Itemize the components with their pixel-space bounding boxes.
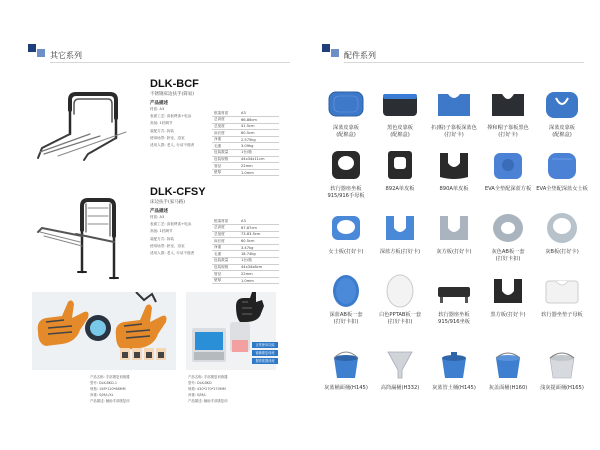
spec-key: 包装规格 — [212, 264, 239, 271]
spec-key: 总宽度 — [212, 123, 239, 130]
accessory-item — [428, 210, 480, 278]
product-name: DLK-CFSY — [150, 186, 206, 198]
description-line: 使用场景: 卧室、浴室 — [150, 135, 185, 140]
accessory-image — [380, 147, 420, 183]
accessory-item — [536, 346, 588, 414]
spec-value: 60.5cm — [239, 238, 279, 245]
accessory-item — [374, 86, 426, 154]
accessory-item — [536, 86, 588, 154]
accessory-label: 高筒漏桶(H332) — [380, 385, 420, 391]
spec-key: 总高度 — [212, 117, 239, 124]
hand-rehab-photo — [32, 292, 176, 370]
section-divider — [344, 62, 584, 63]
spec-value: 22mm — [239, 271, 279, 278]
accessory-item — [482, 273, 534, 341]
spec-value: 3.47kg — [239, 244, 279, 251]
spec-value: 66-86cm — [239, 117, 279, 124]
caption-line: 型号: DLK-BKD — [188, 381, 212, 385]
accessory-label: 深蓝方板(打好卡) — [379, 249, 421, 255]
description-title: 产品描述 — [150, 101, 168, 106]
accessory-item — [482, 346, 534, 414]
caption-line: 产品描述: 辅助手部康复训 — [188, 399, 228, 403]
accessory-item — [428, 346, 480, 414]
spec-row — [212, 225, 279, 232]
accessory-image — [434, 273, 474, 309]
accessory-label: 灰方板(打好卡) — [436, 249, 472, 255]
spec-row — [212, 264, 279, 271]
description-title: 产品描述 — [150, 209, 168, 214]
accessory-image — [542, 147, 582, 183]
description-line: 材质: A3 — [150, 215, 165, 219]
bed-rail-image — [32, 196, 144, 282]
spec-row — [212, 238, 279, 245]
accessory-item — [320, 210, 372, 278]
spec-value: 18.74kg — [239, 251, 279, 258]
accessory-label: 软行器座坐板 915/916坐板 — [438, 312, 470, 325]
spec-row — [212, 163, 279, 170]
accessory-item — [374, 210, 426, 278]
accessory-item — [482, 210, 534, 278]
accessory-label: EVA全垫配深蓝女士板 — [536, 186, 588, 192]
spec-key: 床长度 — [212, 238, 239, 245]
accessory-label: 890A单皮板 — [439, 186, 469, 192]
description-line: 适用人群: 老人, 行动不便者 — [150, 143, 195, 148]
spec-key: 毛重 — [212, 251, 239, 258]
spec-value: 2.575kg — [239, 136, 279, 143]
spec-key: 壁厚 — [212, 169, 239, 176]
spec-value: 44x34x8cm — [239, 264, 279, 271]
description-line: 表面工艺: 高低烤漆+电泳 — [150, 222, 192, 227]
spec-row — [212, 123, 279, 130]
spec-value: 3.09kg — [239, 143, 279, 150]
spec-value: 22mm — [239, 163, 279, 170]
spec-key: 毛重 — [212, 143, 239, 150]
product-subtitle: 不锈钢床边扶手(简易) — [150, 92, 195, 97]
accessory-label: 深蓝皮靠板 (配棉盒) — [549, 125, 575, 138]
spec-value: 1.0mm — [239, 277, 279, 284]
accessory-image — [542, 210, 582, 246]
caption-line: 产品描述: 辅助手部康复训 — [90, 399, 130, 403]
accessory-image — [542, 86, 582, 122]
accessory-item — [536, 210, 588, 278]
spec-key: 壁厚 — [212, 277, 239, 284]
accessory-image — [326, 147, 366, 183]
spec-row — [212, 130, 279, 137]
spec-table — [212, 110, 279, 176]
accessory-image — [434, 346, 474, 382]
accessory-item — [320, 147, 372, 215]
spec-row — [212, 150, 279, 157]
photo-caption — [90, 374, 130, 404]
accessory-label: 深蓝皮靠板 (配棉盒) — [333, 125, 359, 138]
accessory-item — [428, 86, 480, 154]
photo-caption — [188, 374, 228, 404]
accessory-image — [434, 210, 474, 246]
spec-key: 床长度 — [212, 130, 239, 137]
accessory-image — [326, 273, 366, 309]
spec-row — [212, 143, 279, 150]
description-line: 装配方式: 拆装 — [150, 236, 174, 241]
spec-value: A3 — [239, 110, 279, 117]
accessory-image — [380, 346, 420, 382]
spec-row — [212, 258, 279, 265]
caption-line: 净重: S/M/L — [188, 393, 207, 397]
accessory-image — [380, 273, 420, 309]
accessory-image — [488, 210, 528, 246]
feature-badge: 正常使用功能 — [252, 342, 278, 348]
accessory-label: 892A单皮板 — [385, 186, 415, 192]
spec-value: 1台/箱 — [239, 258, 279, 265]
caption-line: 规格: 430*270*270MM — [188, 387, 226, 391]
accessory-label: 软行器坐垫子母板 — [541, 312, 583, 318]
accessory-item — [374, 147, 426, 215]
spec-row — [212, 244, 279, 251]
accessory-image — [326, 210, 366, 246]
accessory-item — [374, 273, 426, 341]
spec-row — [212, 110, 279, 117]
caption-line: 产品名称: 手部康复训练器 — [188, 375, 228, 379]
spec-row — [212, 156, 279, 163]
description-line: 材质: A3 — [150, 107, 165, 111]
spec-value: 1台/箱 — [239, 150, 279, 157]
accessory-image — [380, 210, 420, 246]
description-line: 高低: 1档调节 — [150, 229, 173, 234]
header-square-icon — [322, 44, 330, 52]
accessory-image — [380, 86, 420, 122]
header-square-icon — [28, 44, 36, 52]
product-subtitle: 床边扶手(家马路) — [150, 200, 186, 205]
header-square-icon — [331, 49, 339, 57]
spec-key: 框架材质 — [212, 218, 239, 225]
spec-row — [212, 231, 279, 238]
spec-value: 73-83.5cm — [239, 231, 279, 238]
accessory-label: 浅灰提面桶(H165) — [540, 385, 584, 391]
spec-key: 净重 — [212, 244, 239, 251]
feature-badge: 握拳抓握训练 — [252, 358, 278, 364]
accessory-image — [434, 86, 474, 122]
header-square-icon — [37, 49, 45, 57]
section-divider — [50, 62, 290, 63]
accessory-label: 灰B板(打好卡) — [545, 249, 579, 255]
spec-key: 管径 — [212, 163, 239, 170]
spec-key: 管径 — [212, 271, 239, 278]
accessory-image — [488, 147, 528, 183]
spec-key: 包装数量 — [212, 258, 239, 265]
spec-key: 包装数量 — [212, 150, 239, 157]
accessory-image — [488, 86, 528, 122]
accessory-label: 扒(帽)子靠板深蓝色 (打好卡) — [431, 125, 477, 138]
product-name: DLK-BCF — [150, 78, 199, 90]
accessory-image — [488, 273, 528, 309]
accessory-item — [320, 86, 372, 154]
accessory-image — [542, 346, 582, 382]
accessory-label: 灰蓝桶面桶(H145) — [324, 385, 368, 391]
accessory-label: 灰蓝管土桶(H145) — [432, 385, 476, 391]
accessory-label: 女士板(打好卡) — [328, 249, 364, 255]
description-list — [150, 106, 194, 149]
spec-row — [212, 277, 279, 284]
description-line: 装配方式: 拆装 — [150, 128, 174, 133]
accessory-label: 灰盖面桶(H160) — [488, 385, 528, 391]
accessory-label: 撑和帽子靠板黑色 (打好卡) — [487, 125, 529, 138]
accessory-label: 黑色皮靠板 (配棉盒) — [387, 125, 413, 138]
accessory-image — [326, 346, 366, 382]
spec-value: 60.5cm — [239, 130, 279, 137]
spec-row — [212, 117, 279, 124]
spec-value: 41.5cm — [239, 123, 279, 130]
description-line: 表面工艺: 高低烤漆+电泳 — [150, 114, 192, 119]
spec-key: 框架材质 — [212, 110, 239, 117]
spec-row — [212, 136, 279, 143]
spec-row — [212, 271, 279, 278]
accessory-item — [482, 147, 534, 215]
description-line: 使用场景: 卧室、浴室 — [150, 243, 185, 248]
accessory-label: 黑方板(打好卡) — [490, 312, 526, 318]
spec-row — [212, 251, 279, 258]
accessory-item — [374, 346, 426, 414]
accessory-item — [536, 147, 588, 215]
accessory-item — [320, 273, 372, 341]
spec-key: 净重 — [212, 136, 239, 143]
accessory-label: 深蓝AB板一套 (打好卡扣) — [329, 312, 363, 325]
section-title: 配件系列 — [344, 51, 376, 60]
spec-key: 包装规格 — [212, 156, 239, 163]
description-list — [150, 214, 194, 257]
accessory-image — [326, 86, 366, 122]
spec-key: 总宽度 — [212, 231, 239, 238]
spec-row — [212, 169, 279, 176]
caption-line: 规格: 158*120*68MM — [90, 387, 126, 391]
accessory-label: EVA全垫配深蓝方板 — [484, 186, 532, 192]
spec-value: A3 — [239, 218, 279, 225]
accessory-item — [482, 86, 534, 154]
description-line: 适用人群: 老人, 行动不便者 — [150, 251, 195, 256]
accessory-item — [428, 273, 480, 341]
bed-rail-image — [30, 88, 140, 162]
feature-badge: 镜像康复训练 — [252, 350, 278, 356]
caption-line: 型号: DLK-BKD-1 — [90, 381, 118, 385]
spec-key: 总高度 — [212, 225, 239, 232]
spec-value: 1.0mm — [239, 169, 279, 176]
accessory-label: 白色PPTAB板一套 (打好卡扣) — [378, 312, 422, 325]
section-title: 其它系列 — [50, 51, 82, 60]
accessory-item — [428, 147, 480, 215]
caption-line: 产品名称: 手部康复训练器 — [90, 375, 130, 379]
accessory-label: 软行器座坐板 915/916手母板 — [327, 186, 365, 199]
accessory-image — [542, 273, 582, 309]
accessory-item — [320, 346, 372, 414]
accessory-item — [536, 273, 588, 341]
spec-row — [212, 218, 279, 225]
caption-line: 净重: S/M/L/XL — [90, 393, 114, 397]
spec-value: 44x34x11cm — [239, 156, 279, 163]
accessory-label: 灰色AB板一套 (打好卡扣) — [491, 249, 525, 262]
spec-table — [212, 218, 279, 284]
description-line: 高低: 1档调节 — [150, 121, 173, 126]
spec-value: 67-87cm — [239, 225, 279, 232]
accessory-image — [488, 346, 528, 382]
accessory-image — [434, 147, 474, 183]
